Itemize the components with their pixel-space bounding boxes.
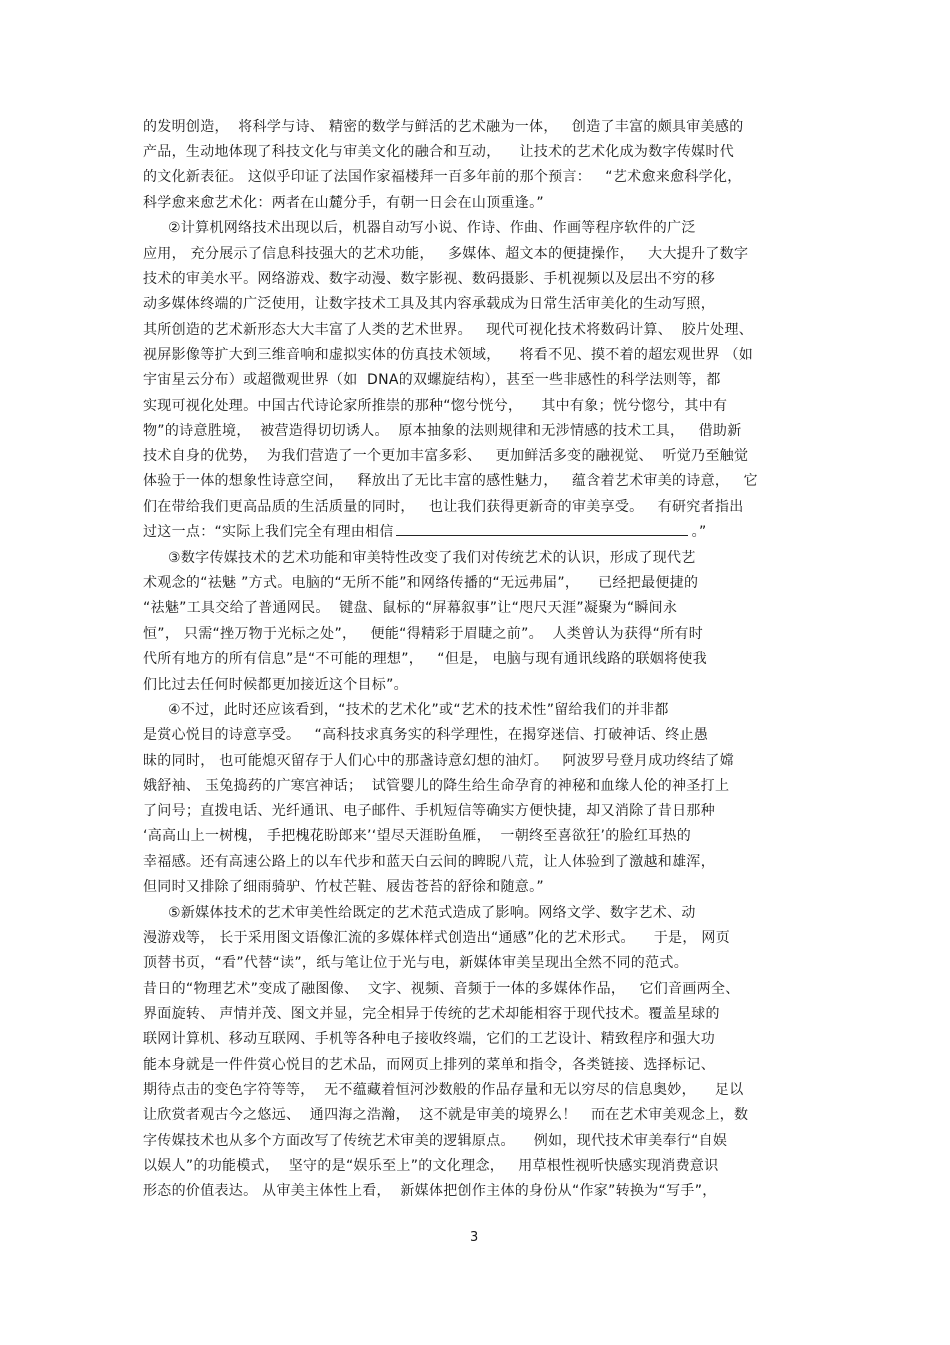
text-line: 恒”， 只需“挫万物于光标之处”， 便能“得精彩于眉睫之前”。 人类曾认为获得“所有时 <box>143 626 704 642</box>
text-line: 昔日的“物理艺术”变成了融图像、 文字、视频、音频于一体的多媒体作品， 它们音画两全、 <box>143 981 740 997</box>
text-line: 术观念的“祛魅 ”方式。电脑的“无所不能”和网络传播的“无远弗届”， 已经把最便捷的 <box>143 575 699 591</box>
text-line: 体验于一体的想象性诗意空间， 释放出了无比丰富的感性魅力， 蕴含着艺术审美的诗意， 它 <box>143 473 758 489</box>
fill-in-blank[interactable] <box>396 523 688 536</box>
text-line: 娥舒袖、 玉兔捣药的广寒宫神话； 试管婴儿的降生给生命孕育的神秘和血缘人伦的神圣打上 <box>143 778 730 794</box>
text-line: ④不过，此时还应该看到，“技术的艺术化”或“艺术的技术性”留给我们的并非都 <box>168 702 669 718</box>
text-line: 字传媒技术也从多个方面改写了传统艺术审美的逻辑原点。 例如，现代技术审美奉行“自娱 <box>143 1133 728 1149</box>
text-line: 了问号；直拨电话、光纤通讯、电子邮件、手机短信等确实方便快捷，却又消除了昔日那种 <box>143 803 715 819</box>
text-line: 以娱人”的功能模式， 坚守的是“娱乐至上”的文化理念， 用草根性视听快感实现消费意识 <box>143 1158 719 1174</box>
text-line: 代所有地方的所有信息”是“不可能的理想”， “但是， 电脑与现有通讯线路的联姻将使我 <box>143 651 708 667</box>
text-line: 联网计算机、移动互联网、手机等各种电子接收终端，它们的工艺设计、精致程序和强大功 <box>143 1031 715 1047</box>
text-line: ‘高高山上一树槐， 手把槐花盼郎来’‘望尽天涯盼鱼雁， 一朝终至喜欲狂’的脸红耳热的 <box>143 828 692 844</box>
text-line: 期待点击的变色字符等等， 无不蕴藏着恒河沙数般的作品存量和无以穷尽的信息奥妙， 足以 <box>143 1082 744 1098</box>
text-line: 是赏心悦目的诗意享受。 “高科技求真务实的科学理性，在揭穿迷信、打破神话、终止愚 <box>143 727 709 743</box>
text-line: 幸福感。还有高速公路上的以车代步和蓝天白云间的睥睨八荒，让人体验到了激越和雄浑， <box>143 854 715 870</box>
text-line: 实现可视化处理。中国古代诗论家所推崇的那种“惚兮恍兮， 其中有象；恍兮惚兮，其中有 <box>143 398 728 414</box>
text-line: “祛魅”工具交给了普通网民。 键盘、鼠标的“屏幕叙事”让“咫尺天涯”凝聚为“瞬间永 <box>143 600 678 616</box>
text-line: 们比过去任何时候都更加接近这个目标”。 <box>143 677 408 693</box>
text-line: 昧的同时， 也可能熄灭留存于人们心中的那盏诗意幻想的油灯。 阿波罗号登月成功终结了嫦 <box>143 753 734 769</box>
text-line: 技术自身的优势， 为我们营造了一个更加丰富多彩、 更加鲜活多变的融视觉、 听觉乃至触觉 <box>143 448 749 464</box>
text-line: 让欣赏者观古今之悠远、 通四海之浩瀚， 这不就是审美的境界么！ 而在艺术审美观念上，数 <box>143 1107 749 1123</box>
text-line: 形态的价值表达。 从审美主体性上看， 新媒体把创作主体的身份从“作家”转换为“写手”， <box>143 1183 717 1199</box>
text-line: 物”的诗意胜境， 被营造得切切诱人。 原本抽象的法则规律和无涉情感的技术工具， 借助新 <box>143 423 742 439</box>
text-line: 界面旋转、 声情并茂、图文并显，完全相异于传统的艺术却能相容于现代技术。覆盖星球的 <box>143 1006 720 1022</box>
text-line: 的发明创造， 将科学与诗、 精密的数学与鲜活的艺术融为一体， 创造了丰富的颇具审美感的 <box>143 119 744 135</box>
text-line: 其所创造的艺术新形态大大丰富了人类的艺术世界。 现代可视化技术将数码计算、 胶片处理、 <box>143 322 754 338</box>
text-line: 科学愈来愈艺术化：两者在山麓分手，有朝一日会在山顶重逢。” <box>143 195 544 211</box>
blank-tail: 。” <box>691 524 707 540</box>
text-line: ③数字传媒技术的艺术功能和审美特性改变了我们对传统艺术的认识，形成了现代艺 <box>168 550 696 566</box>
text-line: 动多媒体终端的广泛使用，让数字技术工具及其内容承载成为日常生活审美化的生动写照， <box>143 296 715 312</box>
text-line: 漫游戏等， 长于采用图文语像汇流的多媒体样式创造出“通感”化的艺术形式。 于是， 网页 <box>143 930 731 946</box>
text-line: 视屏影像等扩大到三维音响和虚拟实体的仿真技术领域， 将看不见、摸不着的超宏观世界 （如 <box>143 347 754 363</box>
text-line: 过这一点：“实际上我们完全有理由相信 。” <box>143 524 707 540</box>
text-line: 的文化新表征。 这似乎印证了法国作家福楼拜一百多年前的那个预言： “艺术愈来愈科学化， <box>143 169 742 185</box>
text-line: 宇宙星云分布）或超微观世界（如 DNA的双螺旋结构），甚至一些非感性的科学法则等，都 <box>143 372 721 388</box>
text-line: ②计算机网络技术出现以后，机器自动写小说、作诗、作曲、作画等程序软件的广泛 <box>168 220 696 236</box>
text-line: 顶替书页，“看”代替“读”，纸与笔让位于光与电，新媒体审美呈现出全然不同的范式。 <box>143 955 689 971</box>
text-line: 能本身就是一件件赏心悦目的艺术品，而网页上排列的菜单和指令，各类链接、选择标记、 <box>143 1057 715 1073</box>
page-number: 3 <box>470 1230 479 1245</box>
text-line: 技术的审美水平。网络游戏、数字动漫、数字影视、数码摄影、手机视频以及层出不穷的移 <box>143 271 715 287</box>
text-line: 产品，生动地体现了科技文化与审美文化的融合和互动， 让技术的艺术化成为数字传媒时代 <box>143 144 734 160</box>
text-line: 应用， 充分展示了信息科技强大的艺术功能， 多媒体、超文本的便捷操作， 大大提升了数字 <box>143 246 749 262</box>
text-line: ⑤新媒体技术的艺术审美性给既定的艺术范式造成了影响。网络文学、数字艺术、动 <box>168 905 696 921</box>
text-line: 们在带给我们更高品质的生活质量的同时， 也让我们获得更新奇的审美享受。 有研究者指出 <box>143 499 744 515</box>
text-line: 但同时又排除了细雨骑驴、竹杖芒鞋、屐齿苍苔的舒徐和随意。” <box>143 879 544 895</box>
